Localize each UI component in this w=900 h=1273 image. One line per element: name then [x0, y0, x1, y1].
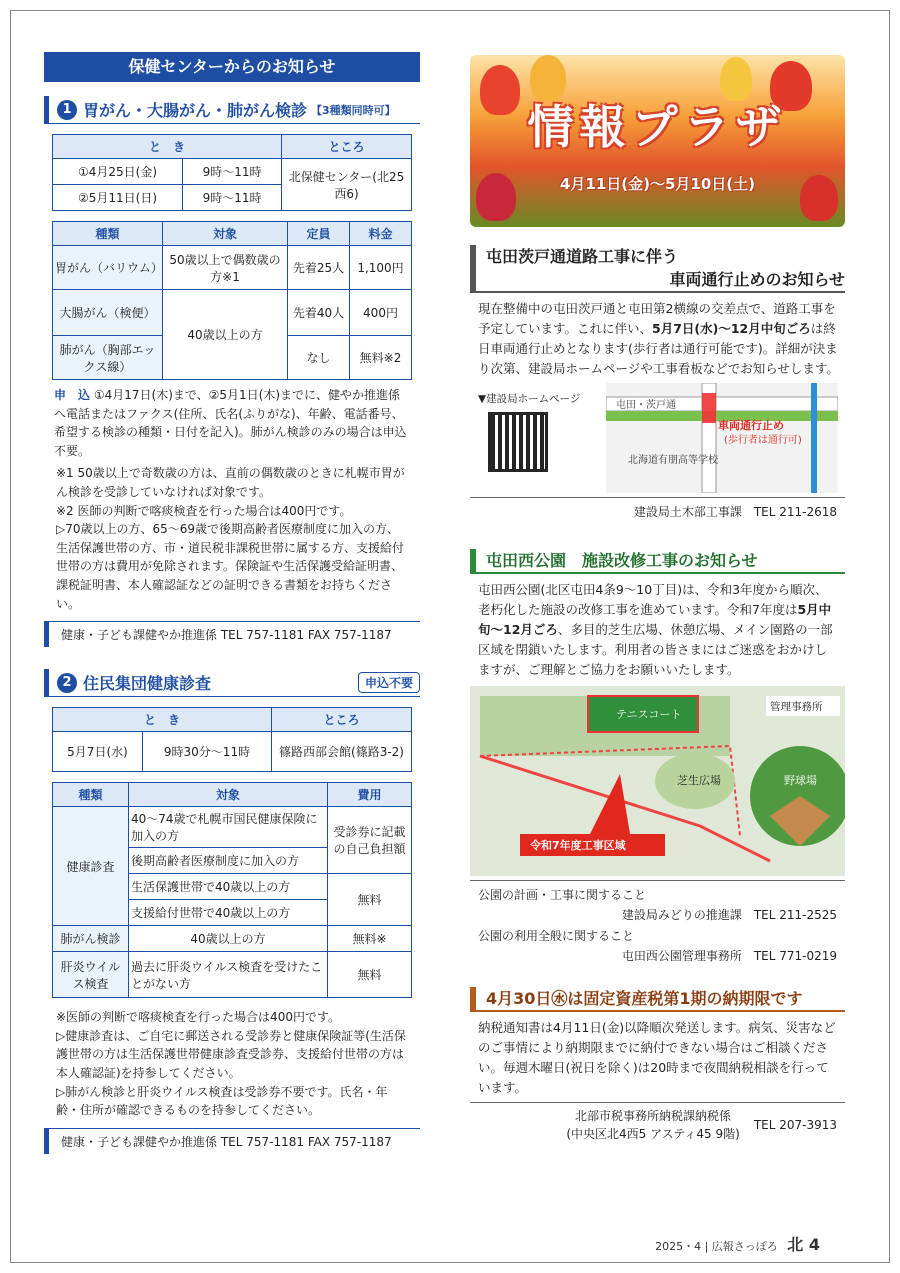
map-school-label: 北海道有朋高等学校: [628, 455, 718, 467]
schedule-table: [52, 134, 412, 211]
road-title-2: 車両通行止めのお知らせ: [669, 270, 845, 290]
fee-cell: 400円: [350, 290, 412, 336]
map-road-label: 屯田・茨戸通: [616, 400, 676, 412]
text-span: 現在整備中の屯田茨戸通と屯田第2横線の交差点で、道路工事を予定しています。これに伴い、: [478, 301, 836, 337]
type-cell: 肺がん検診: [53, 926, 129, 952]
park-map: [470, 686, 845, 876]
col-header: 費用: [328, 783, 412, 807]
checkup-table: [52, 782, 412, 998]
tax-title: 4月30日㊌は固定資産税第1期の納期限です: [486, 988, 803, 1008]
target-cell: 後期高齢者医療制度に加入の方: [129, 848, 328, 874]
contact-line: 建設局みどりの推進課 TEL 211-2525: [621, 908, 837, 923]
time-cell: 9時〜11時: [183, 159, 282, 185]
map-stop-label: 車両通行止め: [718, 419, 784, 433]
map-office-label: 管理事務所: [770, 700, 823, 713]
qr-label: ▼建設局ホームページ: [478, 393, 581, 406]
park-title: 屯田西公園 施設改修工事のお知らせ: [486, 550, 758, 570]
road-title-1: 屯田茨戸通道路工事に伴う: [486, 247, 679, 266]
road-map: [606, 383, 838, 493]
contact-line: 公園の計画・工事に関すること: [478, 887, 647, 902]
apply-text: ①4月17日(木)まで、②5月1日(木)までに、健やか推進係へ電話またはファクス(住所、氏名(ふりがな)、年齢、電話番号、希望する検診の種類・日付を記入)。肺がん検診のみの場合は申込不要。: [54, 388, 407, 458]
contact-line: 屯田西公園管理事務所 TEL 771-0219: [621, 949, 837, 964]
col-header: 対象: [163, 222, 288, 246]
map-baseball-label: 野球場: [784, 773, 817, 787]
left-column: [44, 52, 420, 1154]
time-cell: 9時30分〜11時: [143, 732, 272, 772]
target-cell: 40〜74歳で札幌市国民健康保険に加入の方: [129, 807, 328, 848]
place-cell: 篠路西部会館(篠路3-2): [272, 732, 412, 772]
number-badge: 1: [57, 100, 77, 120]
contact-line: 北部市税事務所納税課納税係: [575, 1108, 732, 1123]
highlight-date: 5月中旬〜12月ごろ: [478, 601, 832, 637]
type-cell: 肝炎ウイルス検査: [53, 952, 129, 998]
target-cell: 生活保護世帯で40歳以上の方: [129, 874, 328, 900]
col-header: 対象: [129, 783, 328, 807]
col-header: ところ: [272, 708, 412, 732]
target-cell: 40歳以上の方: [129, 926, 328, 952]
col-header: と き: [53, 708, 272, 732]
contact-info: 健康・子ども課健やか推進係 TEL 757-1181 FAX 757-1187: [44, 1128, 420, 1154]
park-notice-heading: [470, 549, 845, 572]
contact-info: 建設局土木部工事課 TEL 211-2618: [470, 497, 845, 526]
health-checkup-heading: [44, 669, 420, 697]
target-cell: 支援給付世帯で40歳以上の方: [129, 900, 328, 926]
text-span: 、多目的芝生広場、休憩広場、メイン園路の一部区域を閉鎖いたします。利用者の皆さまにはご迷惑をおかけしますが、ご理解とご協力をお願いいたします。: [478, 621, 833, 677]
contact-line: 公園の利用全般に関すること: [478, 928, 635, 943]
cancer-screening-heading: [44, 96, 420, 124]
no-application-badge: 申込不要: [358, 672, 420, 693]
text-span: 屯田西公園(北区屯田4条9〜10丁目)は、令和3年度から順次、老朽化した施設の改修工事を進めています。令和7年度は: [478, 581, 828, 617]
fee-cell: 無料: [328, 874, 412, 926]
contact-tel: TEL 207-3913: [753, 1117, 837, 1132]
place-cell: 北保健センター(北25西6): [282, 159, 412, 211]
type-cell: 健康診査: [53, 807, 129, 926]
contact-info: [470, 1102, 845, 1147]
note-item: ▷肺がん検診と肝炎ウイルス検査は受診券不要です。氏名・年齢・住所が確認できるものを持参してください。: [56, 1084, 388, 1118]
info-plaza-banner: [470, 55, 845, 227]
fee-cell: 無料※2: [350, 336, 412, 380]
type-cell: 大腸がん（検便）: [53, 290, 163, 336]
apply-label: 申 込: [54, 388, 91, 402]
col-header: 種類: [53, 222, 163, 246]
fee-cell: 受診券に記載の自己負担額: [328, 807, 412, 874]
qr-block: [478, 383, 598, 493]
number-badge: 2: [57, 673, 77, 693]
target-cell: 過去に肝炎ウイルス検査を受けたことがない方: [129, 952, 328, 998]
ward-page-label: 北 4: [787, 1235, 820, 1254]
map-area-label: 令和7年度工事区域: [530, 838, 626, 852]
target-cell: 50歳以上で偶数歳の方※1: [163, 246, 288, 290]
fee-cell: 1,100円: [350, 246, 412, 290]
road-notice-heading: [470, 245, 845, 291]
section-banner: 保健センターからのお知らせ: [44, 52, 420, 82]
type-cell: 胃がん（バリウム）: [53, 246, 163, 290]
col-header: ところ: [282, 135, 412, 159]
col-header: と き: [53, 135, 282, 159]
screening-table: [52, 221, 412, 380]
note-item: ※医師の判断で喀痰検査を行った場合は400円です。: [56, 1010, 341, 1025]
plaza-title: 情報プラザ: [527, 100, 788, 154]
section-title: 住民集団健康診査: [83, 674, 212, 694]
right-column: [470, 55, 845, 1147]
date-cell: 5月7日(水): [53, 732, 143, 772]
map-lawn-label: 芝生広場: [677, 773, 721, 787]
note-item: ▷健康診査は、ご自宅に郵送される受診券と健康保険証等(生活保護世帯の方は生活保護世帯健康診査受診券、支援給付世帯の方は本人確認証)を持参してください。: [56, 1028, 406, 1080]
plaza-dates: 4月11日(金)〜5月10日(土): [559, 175, 756, 193]
highlight-date: 5月7日(水)〜12月中旬ごろ: [652, 321, 811, 337]
section-title: 胃がん・大腸がん・肺がん検診: [83, 101, 308, 120]
park-notice-text: [470, 574, 845, 680]
map-stop-note: (歩行者は通行可): [724, 435, 802, 447]
fee-cell: 無料: [328, 952, 412, 998]
map-tennis-label: テニスコート: [616, 707, 682, 721]
contact-info: [470, 880, 845, 971]
date-cell: ②5月11日(日): [53, 185, 183, 211]
type-cell: 肺がん（胸部エックス線）: [53, 336, 163, 380]
col-header: 種類: [53, 783, 129, 807]
notes: [44, 1004, 420, 1120]
text-span: は終日車両通行止めとなります(歩行者は通行可能です)。詳細が決まり次第、建設局ホームページや工事看板などでお知らせします。: [478, 321, 839, 377]
note-item: ※1 50歳以上で奇数歳の方は、直前の偶数歳のときに札幌市胃がん検診を受診していなければ対象です。: [56, 466, 405, 499]
qr-code-icon[interactable]: [488, 412, 548, 472]
issue-label: 2025・4 | 広報さっぽろ: [655, 1240, 778, 1253]
contact-info: 健康・子ども課健やか推進係 TEL 757-1181 FAX 757-1187: [44, 621, 420, 647]
contact-line: (中央区北4西5 アスティ45 9階): [566, 1126, 740, 1141]
road-map-row: [470, 379, 845, 493]
date-cell: ①4月25日(金): [53, 159, 183, 185]
schedule-table: [52, 707, 412, 772]
target-cell: 40歳以上の方: [163, 290, 288, 380]
capacity-cell: 先着40人: [288, 290, 350, 336]
notes: [44, 460, 420, 613]
section-tag: 【3種類同時可】: [311, 103, 396, 117]
note-item: ※2 医師の判断で喀痰検査を行った場合は400円です。: [56, 503, 352, 518]
col-header: 料金: [350, 222, 412, 246]
road-notice-text: [470, 293, 845, 379]
page-footer: [655, 1232, 820, 1255]
tax-notice-heading: [470, 987, 845, 1010]
fee-cell: 無料※: [328, 926, 412, 952]
tax-notice-text: 納税通知書は4月11日(金)以降順次発送します。病気、災害などのご事情により納期限までに納付できない場合はご相談ください。毎週木曜日(祝日を除く)は20時まで夜間納税相談を行っています。: [478, 1019, 836, 1095]
application-info: [44, 380, 420, 460]
col-header: 定員: [288, 222, 350, 246]
capacity-cell: 先着25人: [288, 246, 350, 290]
time-cell: 9時〜11時: [183, 185, 282, 211]
capacity-cell: なし: [288, 336, 350, 380]
note-item: ▷70歳以上の方、65〜69歳で後期高齢者医療制度に加入の方、生活保護世帯の方、市・道民税非課税世帯に属する方、支援給付世帯の方は費用が免除されます。保険証や生活保護受給証明書、課税証明書、本人確認証などの証明できる書類をお持ちください。: [56, 522, 405, 611]
